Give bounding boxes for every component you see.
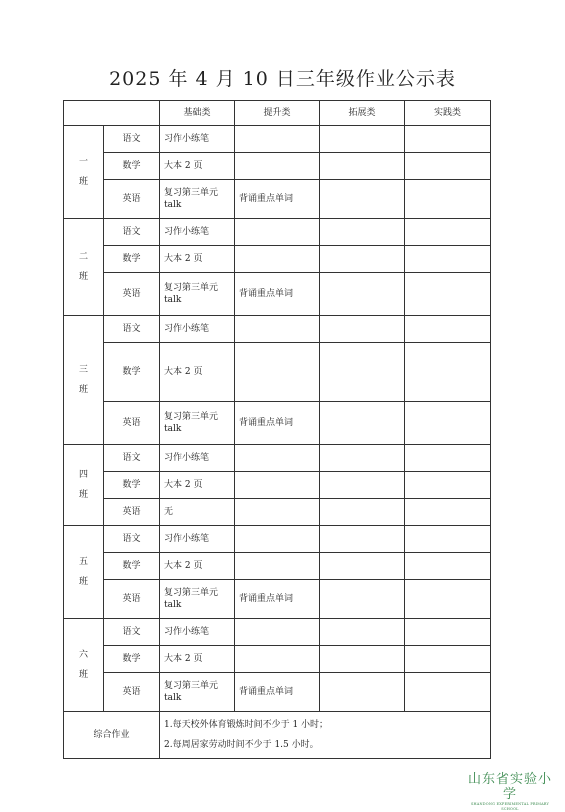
table-row xyxy=(64,343,491,402)
improve-cell xyxy=(235,445,320,472)
improve-cell xyxy=(235,499,320,526)
improve-cell xyxy=(235,472,320,499)
extend-cell xyxy=(320,246,405,273)
practice-cell xyxy=(405,499,491,526)
basic-cell: 复习第三单元 talk xyxy=(160,673,235,712)
subject-cell: 语文 xyxy=(104,219,160,246)
practice-cell xyxy=(405,673,491,712)
class-name-char: 三 xyxy=(78,365,88,375)
column-header: 提升类 xyxy=(235,101,320,126)
extend-cell xyxy=(320,219,405,246)
basic-cell: 习作小练笔 xyxy=(160,219,235,246)
table-row xyxy=(64,673,491,712)
basic-cell: 习作小练笔 xyxy=(160,126,235,153)
table-row xyxy=(64,219,491,246)
extend-cell xyxy=(320,619,405,646)
basic-cell: 复习第三单元 talk xyxy=(160,180,235,219)
subject-cell: 英语 xyxy=(104,580,160,619)
column-header xyxy=(64,101,104,126)
practice-cell xyxy=(405,580,491,619)
extend-cell xyxy=(320,153,405,180)
class-name-cell xyxy=(64,619,104,712)
column-header xyxy=(104,101,160,126)
extend-cell xyxy=(320,499,405,526)
table-row xyxy=(64,472,491,499)
class-name-cell xyxy=(64,219,104,316)
summary-line: 1.每天校外体育锻炼时间不少于 1 小时； xyxy=(164,720,329,730)
page-title: 2025 年 4 月 10 日三年级作业公示表 xyxy=(109,68,456,90)
table-row xyxy=(64,246,491,273)
subject-cell: 语文 xyxy=(104,316,160,343)
extend-cell xyxy=(320,445,405,472)
subject-cell: 语文 xyxy=(104,126,160,153)
improve-cell xyxy=(235,646,320,673)
subject-cell: 英语 xyxy=(104,499,160,526)
class-name-char: 二 xyxy=(78,252,88,262)
improve-cell: 背诵重点单词 xyxy=(235,402,320,445)
table-row xyxy=(64,619,491,646)
subject-cell: 英语 xyxy=(104,180,160,219)
table-row xyxy=(64,580,491,619)
practice-cell xyxy=(405,472,491,499)
summary-label: 综合作业 xyxy=(64,712,160,759)
basic-cell: 复习第三单元 talk xyxy=(160,402,235,445)
improve-cell xyxy=(235,246,320,273)
improve-cell xyxy=(235,619,320,646)
class-name-char: 一 xyxy=(78,157,88,167)
basic-cell: 习作小练笔 xyxy=(160,619,235,646)
extend-cell xyxy=(320,646,405,673)
summary-content xyxy=(160,712,491,759)
practice-cell xyxy=(405,153,491,180)
improve-cell xyxy=(235,219,320,246)
extend-cell xyxy=(320,580,405,619)
extend-cell xyxy=(320,273,405,316)
class-name-cell xyxy=(64,316,104,445)
table-row xyxy=(64,402,491,445)
table-row xyxy=(64,646,491,673)
class-name-char: 五 xyxy=(78,557,88,567)
column-header: 拓展类 xyxy=(320,101,405,126)
subject-cell: 数学 xyxy=(104,343,160,402)
practice-cell xyxy=(405,445,491,472)
table-row xyxy=(64,316,491,343)
header-row xyxy=(64,101,491,126)
practice-cell xyxy=(405,526,491,553)
class-name-char: 班 xyxy=(78,577,88,587)
improve-cell xyxy=(235,343,320,402)
homework-table xyxy=(63,100,491,759)
basic-cell: 复习第三单元 talk xyxy=(160,273,235,316)
improve-cell: 背诵重点单词 xyxy=(235,673,320,712)
improve-cell: 背诵重点单词 xyxy=(235,580,320,619)
table-row xyxy=(64,553,491,580)
summary-line: 2.每周居家劳动时间不少于 1.5 小时。 xyxy=(164,740,319,750)
practice-cell xyxy=(405,273,491,316)
class-name-char: 班 xyxy=(78,670,88,680)
basic-cell: 大本 2 页 xyxy=(160,553,235,580)
practice-cell xyxy=(405,402,491,445)
class-name-cell xyxy=(64,126,104,219)
column-header: 基础类 xyxy=(160,101,235,126)
class-name-cell xyxy=(64,445,104,526)
basic-cell: 习作小练笔 xyxy=(160,526,235,553)
extend-cell xyxy=(320,180,405,219)
class-name-char: 班 xyxy=(78,490,88,500)
extend-cell xyxy=(320,316,405,343)
basic-cell: 无 xyxy=(160,499,235,526)
extend-cell xyxy=(320,343,405,402)
summary-row xyxy=(64,712,491,759)
table-row xyxy=(64,273,491,316)
extend-cell xyxy=(320,553,405,580)
table-row xyxy=(64,445,491,472)
school-logo-english: SHANDONG EXPERIMENTAL PRIMARY SCHOOL xyxy=(470,802,550,811)
basic-cell: 习作小练笔 xyxy=(160,316,235,343)
basic-cell: 大本 2 页 xyxy=(160,246,235,273)
practice-cell xyxy=(405,646,491,673)
subject-cell: 英语 xyxy=(104,402,160,445)
extend-cell xyxy=(320,402,405,445)
class-name-char: 班 xyxy=(78,385,88,395)
homework-table-body xyxy=(64,101,491,759)
improve-cell xyxy=(235,316,320,343)
practice-cell xyxy=(405,180,491,219)
subject-cell: 语文 xyxy=(104,526,160,553)
subject-cell: 语文 xyxy=(104,445,160,472)
basic-cell: 习作小练笔 xyxy=(160,445,235,472)
column-header: 实践类 xyxy=(405,101,491,126)
extend-cell xyxy=(320,126,405,153)
improve-cell xyxy=(235,126,320,153)
class-name-char: 班 xyxy=(78,177,88,187)
basic-cell: 复习第三单元 talk xyxy=(160,580,235,619)
class-name-cell xyxy=(64,526,104,619)
table-row xyxy=(64,526,491,553)
improve-cell: 背诵重点单词 xyxy=(235,180,320,219)
subject-cell: 数学 xyxy=(104,646,160,673)
extend-cell xyxy=(320,472,405,499)
improve-cell xyxy=(235,153,320,180)
table-row xyxy=(64,499,491,526)
extend-cell xyxy=(320,526,405,553)
table-row xyxy=(64,153,491,180)
practice-cell xyxy=(405,343,491,402)
basic-cell: 大本 2 页 xyxy=(160,472,235,499)
practice-cell xyxy=(405,553,491,580)
practice-cell xyxy=(405,619,491,646)
school-logo-name: 山东省实验小学 xyxy=(467,772,552,802)
practice-cell xyxy=(405,219,491,246)
improve-cell: 背诵重点单词 xyxy=(235,273,320,316)
subject-cell: 语文 xyxy=(104,619,160,646)
table-row xyxy=(64,126,491,153)
basic-cell: 大本 2 页 xyxy=(160,646,235,673)
subject-cell: 英语 xyxy=(104,273,160,316)
subject-cell: 数学 xyxy=(104,246,160,273)
basic-cell: 大本 2 页 xyxy=(160,343,235,402)
practice-cell xyxy=(405,246,491,273)
class-name-char: 四 xyxy=(78,470,88,480)
table-row xyxy=(64,180,491,219)
basic-cell: 大本 2 页 xyxy=(160,153,235,180)
practice-cell xyxy=(405,316,491,343)
practice-cell xyxy=(405,126,491,153)
extend-cell xyxy=(320,673,405,712)
class-name-char: 班 xyxy=(78,272,88,282)
improve-cell xyxy=(235,526,320,553)
school-logo xyxy=(462,772,558,812)
subject-cell: 数学 xyxy=(104,153,160,180)
subject-cell: 数学 xyxy=(104,472,160,499)
subject-cell: 数学 xyxy=(104,553,160,580)
improve-cell xyxy=(235,553,320,580)
class-name-char: 六 xyxy=(78,650,88,660)
subject-cell: 英语 xyxy=(104,673,160,712)
